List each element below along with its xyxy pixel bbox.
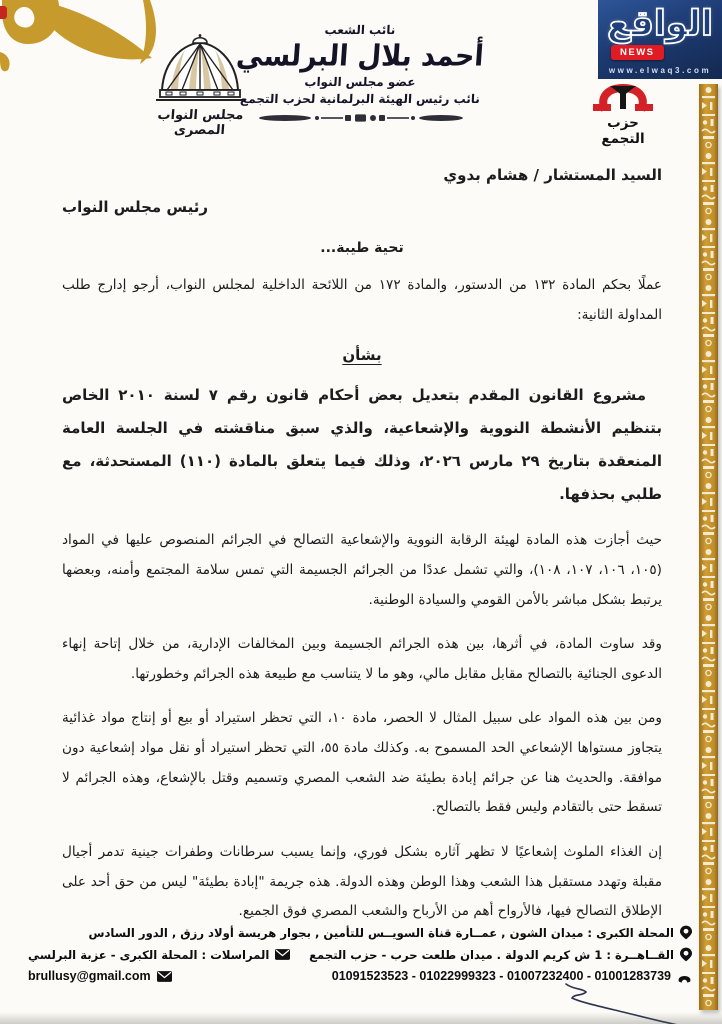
footer-address-mahalla <box>28 925 692 940</box>
subject-paragraph: مشروع القانون المقدم بتعديل بعض أحكام قانون رقم ٧ لسنة ٢٠١٠ الخاص بتنظيم الأنشطة النووية والإشعاعية، والذي سبق مناقشته في الجلسة العامة المنعقدة بتاريخ ٢٩ مارس ٢٠٢٦، وذلك فيما يتعلق بالمادة (١١٠) المستحدثة، مع طلبي بحذفها. <box>62 386 662 504</box>
deputy-title: نائب الشعب <box>324 23 396 37</box>
body-paragraph-4: إن الغذاء الملوث إشعاعيًا لا تظهر آثاره بشكل فوري، وإنما يسبب سرطانات وطفرات جينية تدمر أجيال مقبلة وتهدد مستقبل هذا الشعب وهذا الوطن وهذه الدولة. هذه جريمة "إبادة بطيئة" ليس من حق أحد على الإطلاق التصالح فيها، فالأرواح أهم من الأرباح والشعب المصري فوق الجميع. <box>62 843 662 920</box>
footer-address-cairo-text: القــاهــرة : 1 ش كريم الدولة . ميدان طلعت حرب - حزب التجمع <box>309 947 674 962</box>
party-logo <box>586 84 660 147</box>
recipient-name-line: السيد المستشار / هشام بدوي <box>443 166 662 184</box>
tagammu-party-icon <box>593 84 653 114</box>
location-pin-icon <box>680 947 692 962</box>
party-logo-caption: حزب التجمع <box>601 115 645 147</box>
greeting-line: تحية طيبة... <box>320 240 404 256</box>
body-paragraph-2: وقد ساوت المادة، في أثرها، بين هذه الجرائم الجسيمة وبين المخالفات الإدارية، من خلال إتاحة إنهاء الدعوى الجنائية بالتصالح مقابل مقابل مالي، وهو ما لا يتناسب مع طبيعة هذه الجرائم وخطورتها. <box>62 636 662 682</box>
intro-paragraph: عملًا بحكم المادة ١٣٢ من الدستور، والمادة ١٧٢ من اللائحة الداخلية لمجلس النواب، أرجو إدارج طلب المداولة الثانية: <box>62 277 662 323</box>
footer-email-text: brullusy@gmail.com <box>28 969 151 983</box>
deputy-name: أحمد بلال البرلسي <box>235 39 485 74</box>
letter-body <box>62 166 662 927</box>
envelope-icon <box>157 971 172 982</box>
page-bottom-shadow <box>0 1012 722 1024</box>
deputy-role-membership: عضو مجلس النواب <box>304 75 416 89</box>
footer-address-cairo <box>309 947 692 962</box>
footer-phones-text: 01091523523 - 01022999323 - 01007232400 - 01001283739 <box>331 969 671 983</box>
footer-address-mahalla-text: المحلة الكبرى : ميدان الشون , عمــارة قناة السويــس للتأمين , بجوار هريسة أولاد رزق , الدور السادس <box>88 925 674 940</box>
body-paragraph-3: ومن بين هذه المواد على سبيل المثال لا الحصر، مادة ١٠، التي تحظر استيراد أو بيع أو إنتاج مواد غذائية يتجاوز مستواها الإشعاعي الحد المسموح به. وكذلك مادة ٥٥، التي تحظر استيراد أو نقل مواد إشعاعية دون موافقة. والحديث هنا عن جرائم إبادة بطيئة ضد الشعب المصري وتسميم وقتل بالإشعاع، وهذه الجرائم لا تسقط حتى بالتقادم وليس فقط بالتصالح. <box>62 710 662 816</box>
recipient-title-line: رئيس مجلس النواب <box>62 198 208 216</box>
news-url: www.elwaq3.com <box>608 66 712 75</box>
parliament-logo-caption: مجلس النواب المصرى <box>157 108 245 138</box>
envelope-icon <box>275 949 290 960</box>
letterhead-center <box>232 20 488 128</box>
letterhead-divider-ornament <box>257 112 463 124</box>
news-logo-title: الواقع <box>607 4 713 44</box>
hieroglyphic-border-strip <box>699 84 718 1010</box>
news-badge: NEWS <box>611 45 664 60</box>
location-pin-icon <box>680 925 692 940</box>
footer-correspondence-text: المراسلات : المحلة الكبرى - عزبة البرلسي <box>28 947 270 962</box>
footer-email <box>28 969 172 983</box>
hieroglyph-pattern <box>699 84 718 1010</box>
subject-label: بشأن <box>342 346 382 365</box>
corner-red-mark <box>0 6 7 19</box>
deputy-role-party: نائب رئيس الهيئة البرلمانية لحزب التجمع <box>239 92 481 106</box>
body-paragraph-1: حيث أجازت هذه المادة لهيئة الرقابة النووية والإشعاعية التصالح في الجرائم المنصوص عليها في المواد (١٠٥، ١٠٦، ١٠٧، ١٠٨)، والتي تشمل عددًا من الجرائم الجسيمة التي تمس سلامة المجتمع وأمنه، وبعضها يرتبط بشكل مباشر بالأمن القومي والسيادة الوطنية. <box>62 532 662 608</box>
footer-row-2 <box>28 947 692 962</box>
news-logo <box>598 0 722 79</box>
footer-correspondence <box>28 948 290 962</box>
